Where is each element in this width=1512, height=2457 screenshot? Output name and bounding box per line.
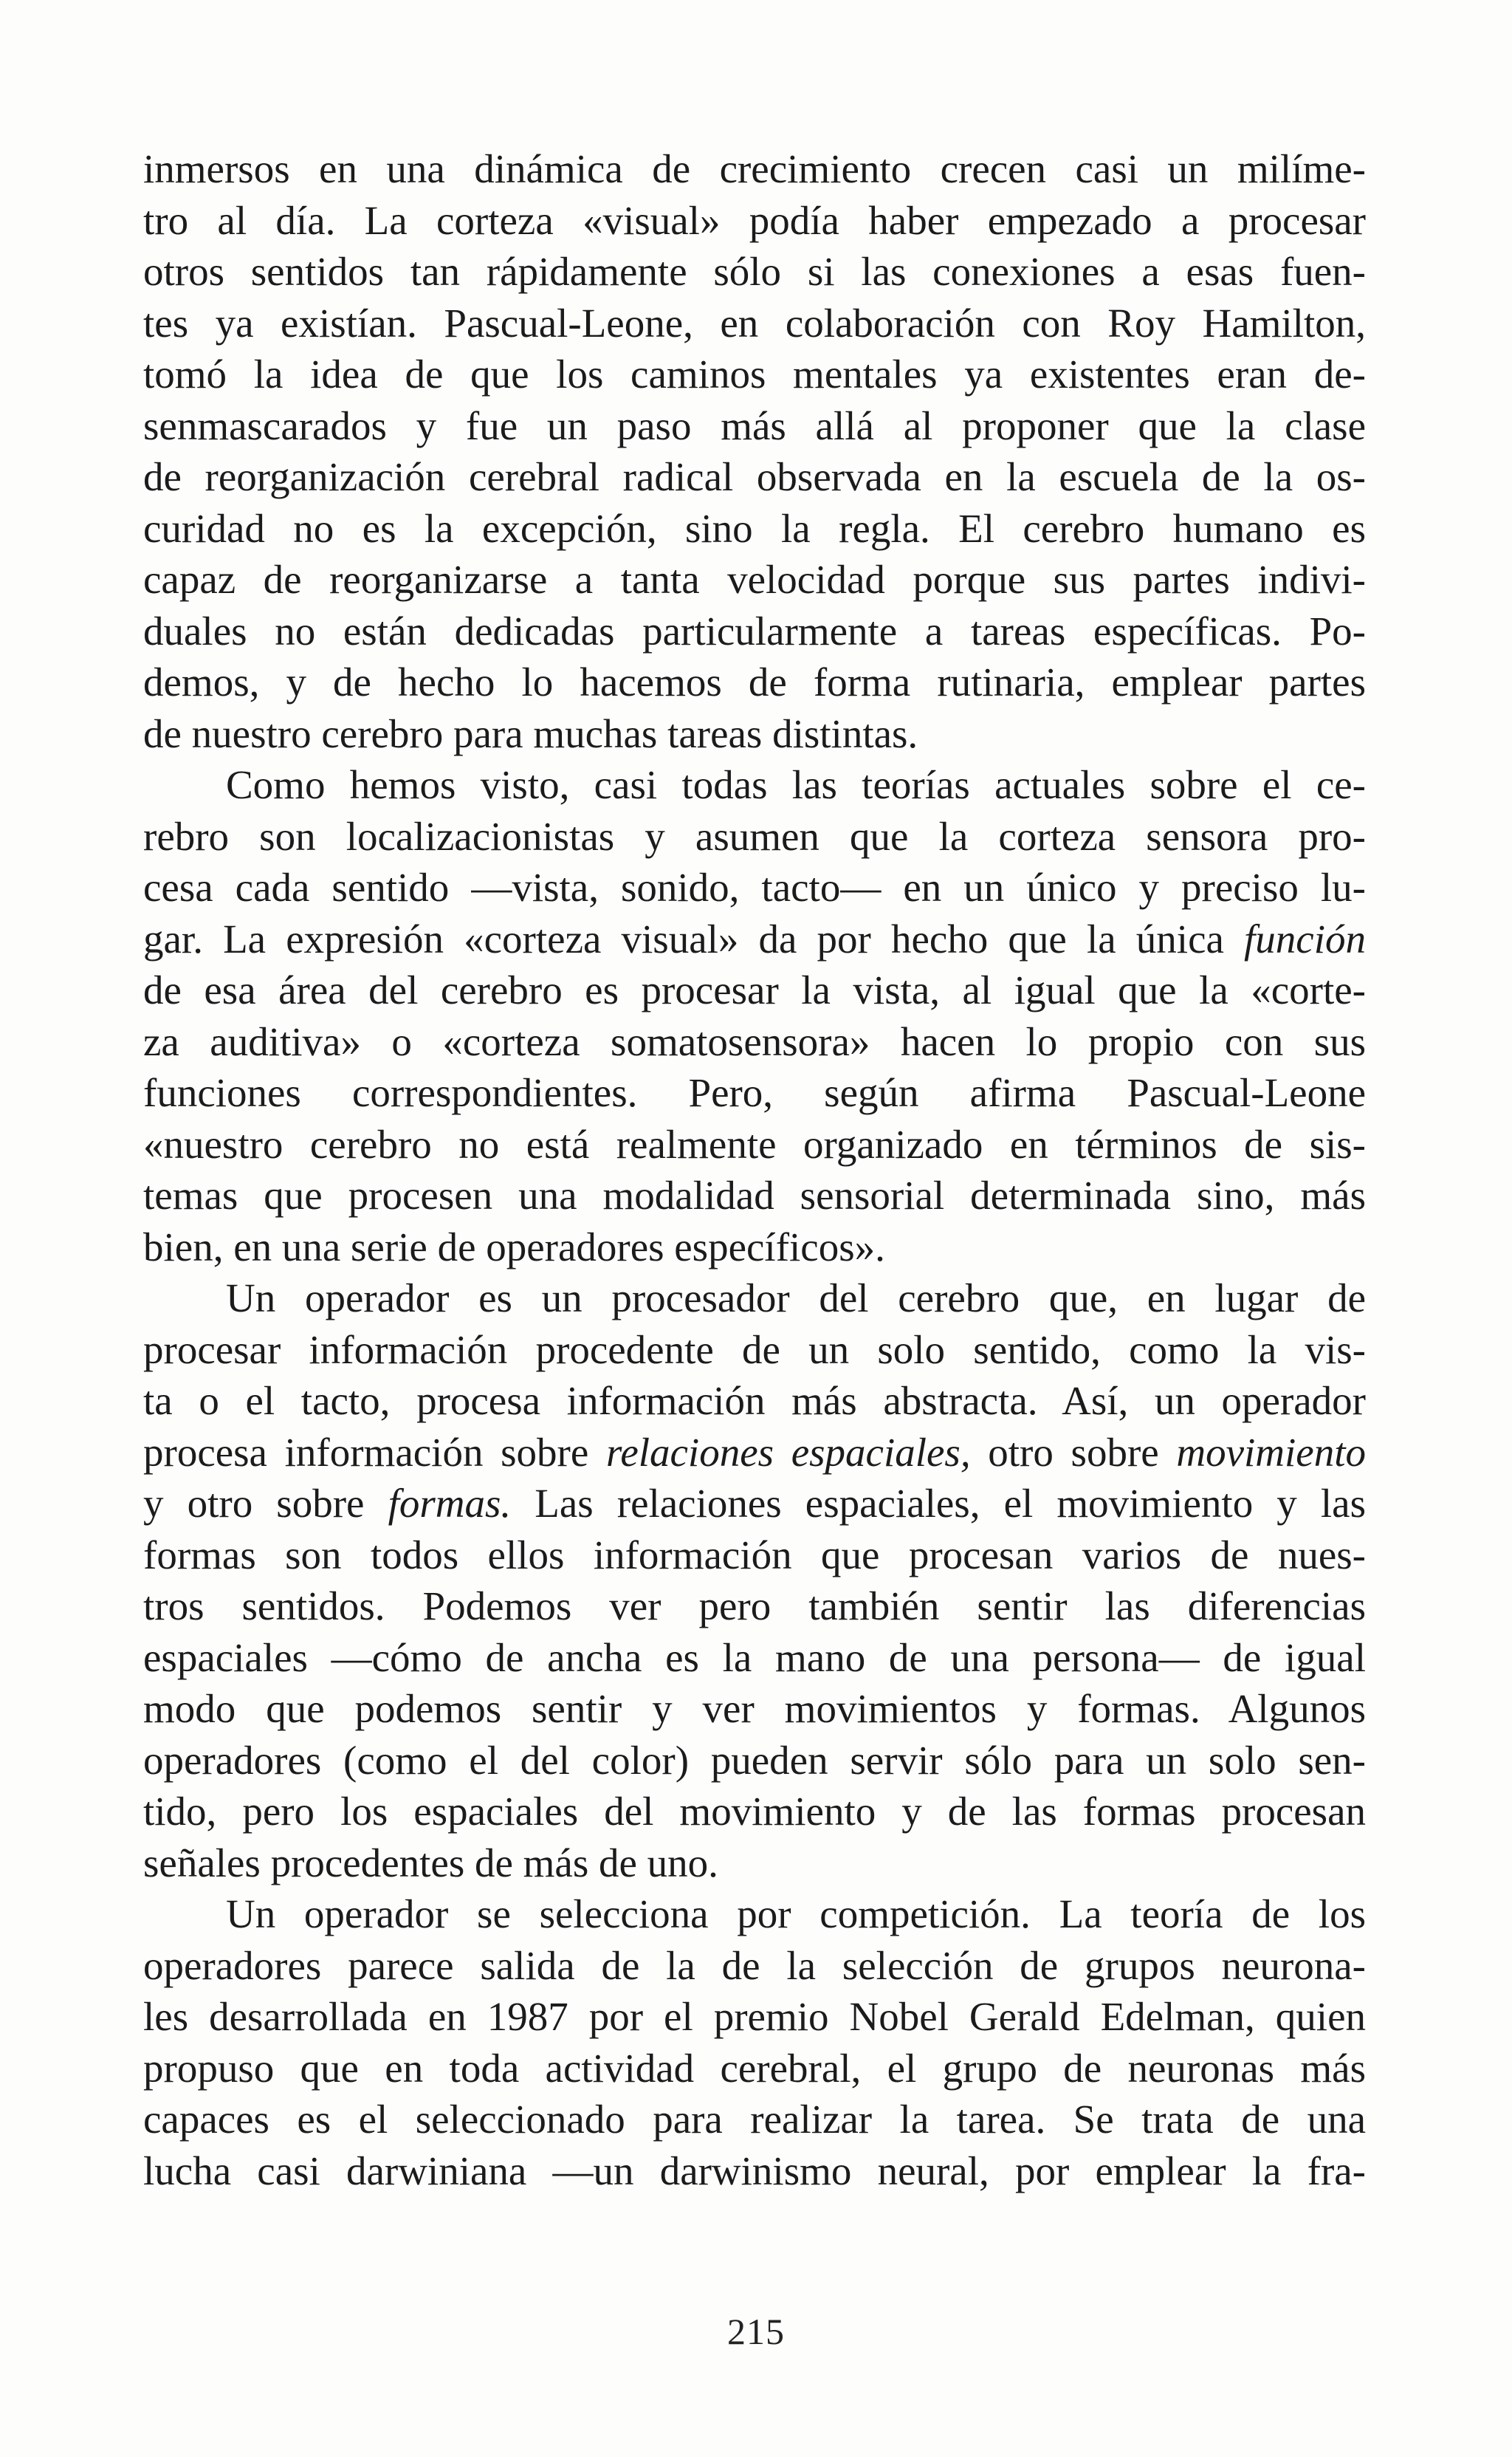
text-line: za auditiva» o «corteza somatosensora» hacen lo propio con sus [143,1018,1366,1064]
text-line: tes ya existían. Pascual-Leone, en colaboración con Roy Hamilton, [143,300,1366,346]
text-line: de esa área del cerebro es procesar la vista, al igual que la «corte- [143,967,1366,1012]
paragraph-3 [143,1272,1366,1888]
text-line: inmersos en una dinámica de crecimiento crecen casi un milíme- [143,146,1366,191]
text-line: capaz de reorganizarse a tanta velocidad porque sus partes indivi- [143,557,1366,602]
text-line: cesa cada sentido —vista, sonido, tacto— en un único y preciso lu- [143,865,1366,910]
text-line: senmascarados y fue un paso más allá al proponer que la clase [143,402,1366,448]
text-line: procesar información procedente de un solo sentido, como la vis- [143,1326,1366,1372]
text-line: lucha casi darwiniana —un darwinismo neural, por emplear la fra- [143,2148,1366,2193]
text-line: gar. La expresión «corteza visual» da por hecho que la única función [143,916,1366,962]
paragraph-1 [143,143,1366,759]
text-line: bien, en una serie de operadores específicos». [143,1224,885,1269]
text-line: operadores (como el del color) pueden servir sólo para un solo sen- [143,1737,1366,1783]
text-line: tros sentidos. Podemos ver pero también sentir las diferencias [143,1583,1366,1628]
text-line: Como hemos visto, casi todas las teorías actuales sobre el ce- [226,762,1366,807]
text-line: curidad no es la excepción, sino la regla. El cerebro humano es [143,505,1366,551]
text-line: demos, y de hecho lo hacemos de forma rutinaria, emplear partes [143,659,1366,705]
text-line: señales procedentes de más de uno. [143,1840,718,1885]
text-line: duales no están dedicadas particularmente a tareas específicas. Po- [143,608,1366,654]
text-line: tomó la idea de que los caminos mentales ya existentes eran de- [143,352,1366,397]
text-line: procesa información sobre relaciones espaciales, otro sobre movimiento [143,1429,1366,1475]
text-line: Un operador se selecciona por competición. La teoría de los [226,1891,1366,1936]
text-line: tido, pero los espaciales del movimiento y de las formas procesan [143,1789,1366,1834]
text-line: de reorganización cerebral radical observada en la escuela de la os- [143,454,1366,499]
text-line: Un operador es un procesador del cerebro que, en lugar de [226,1275,1366,1320]
text-line: ta o el tacto, procesa información más abstracta. Así, un operador [143,1378,1366,1423]
page-number: 215 [727,2311,785,2352]
text-line: capaces es el seleccionado para realizar la tarea. Se trata de una [143,2097,1366,2142]
text-line: propuso que en toda actividad cerebral, el grupo de neuronas más [143,2045,1366,2091]
paragraph-4 [143,1888,1366,2196]
text-line: formas son todos ellos información que procesan varios de nues- [143,1532,1366,1577]
text-line: funciones correspondientes. Pero, según afirma Pascual-Leone [143,1070,1366,1115]
paragraph-2 [143,759,1366,1272]
text-line: otros sentidos tan rápidamente sólo si las conexiones a esas fuen- [143,249,1366,294]
body-text [143,143,1366,2196]
text-line: de nuestro cerebro para muchas tareas distintas. [143,710,918,756]
text-line: espaciales —cómo de ancha es la mano de una persona— de igual [143,1634,1366,1680]
text-line: modo que podemos sentir y ver movimientos y formas. Algunos [143,1686,1366,1731]
text-line: les desarrollada en 1987 por el premio Nobel Gerald Edelman, quien [143,1994,1366,2039]
text-line: y otro sobre formas. Las relaciones espaciales, el movimiento y las [143,1481,1366,1526]
text-line: operadores parece salida de la de la selección de grupos neurona- [143,1942,1366,1988]
text-line: temas que procesen una modalidad sensorial determinada sino, más [143,1173,1366,1218]
text-line: rebro son localizacionistas y asumen que la corteza sensora pro- [143,813,1366,859]
text-line: tro al día. La corteza «visual» podía haber empezado a procesar [143,197,1366,243]
text-line: «nuestro cerebro no está realmente organizado en términos de sis- [143,1121,1366,1167]
